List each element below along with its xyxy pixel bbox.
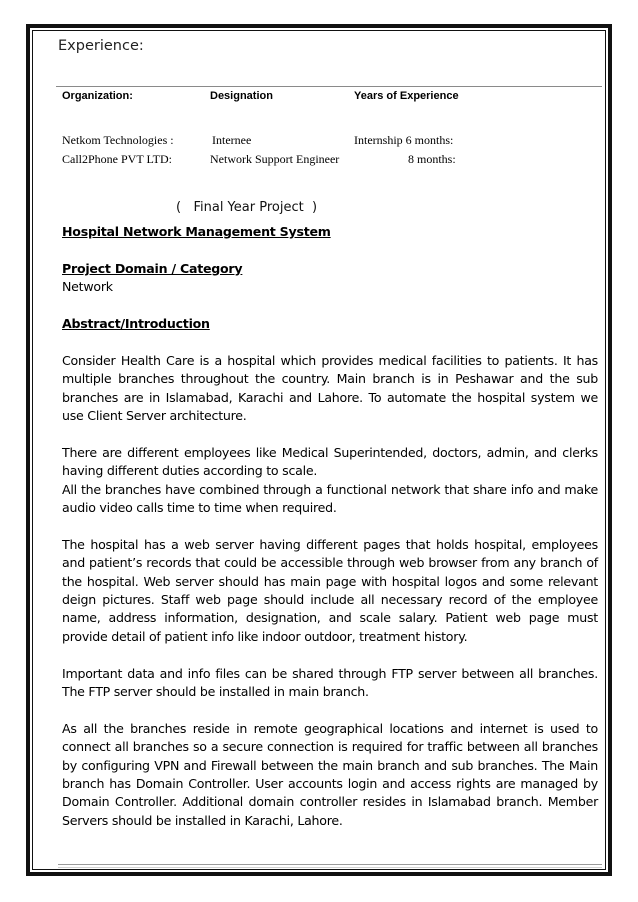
paragraph-3: All the branches have combined through a functional network that share info and make audio video calls time to time when required. (62, 481, 598, 516)
paragraph-5: Important data and info files can be shared through FTP server between all branches. The FTP server should be installed in main branch. (62, 665, 598, 700)
column-header-organization: Organization: (62, 90, 133, 102)
row1-years: Internship 6 months: (354, 133, 454, 147)
paragraph-2: There are different employees like Medical Superintended, doctors, admin, and clerks having different duties according to scale. (62, 444, 598, 479)
project-title: Hospital Network Management System (62, 224, 331, 239)
paragraph-6: As all the branches reside in remote geographical locations and internet is used to connect all branches so a secure connection is required for traffic between all branches by configuring VPN and Firewall between the main branch and sub branches. The Main branch has Domain Controller. User accounts login and access rights are managed by Domain Controller. Additional domain controller resides in Islamabad branch. Member Servers should be installed in Karachi, Lahore. (62, 720, 598, 828)
column-header-years: Years of Experience (354, 90, 459, 102)
table-top-rule (56, 86, 602, 87)
row1-designation: Internee (212, 133, 252, 147)
column-header-designation: Designation (210, 90, 273, 102)
abstract-heading: Abstract/Introduction (62, 316, 210, 331)
row2-organization: Call2Phone PVT LTD: (62, 152, 173, 166)
row2-years: 8 months: (408, 152, 456, 166)
project-content (62, 223, 598, 830)
footer-rule-secondary (58, 867, 602, 868)
experience-heading: Experience: (58, 38, 144, 54)
paragraph-1: Consider Health Care is a hospital which provides medical facilities to patients. It has multiple branches throughout the country. Main branch is in Peshawar and the sub branches are in Islamabad, Karachi and Lahore. To automate the hospital system we use Client Server architecture. (62, 352, 598, 424)
final-year-project-label: ( Final Year Project ) (176, 200, 318, 215)
paragraph-4: The hospital has a web server having different pages that holds hospital, employees and patient’s records that could be accessible through web browser from any branch of the hospital. Web server should has main page with hospital logos and some relevant deign pictures. Staff web page should include all necessary record of the employee name, address information, designation, and scale salary. Patient web page must provide detail of patient info like indoor outdoor, treatment history. (62, 536, 598, 644)
project-domain-value: Network (62, 279, 113, 295)
project-domain-heading: Project Domain / Category (62, 260, 243, 276)
row2-designation: Network Support Engineer (210, 152, 340, 166)
footer-rule (58, 864, 602, 865)
row1-organization: Netkom Technologies : (62, 133, 174, 147)
